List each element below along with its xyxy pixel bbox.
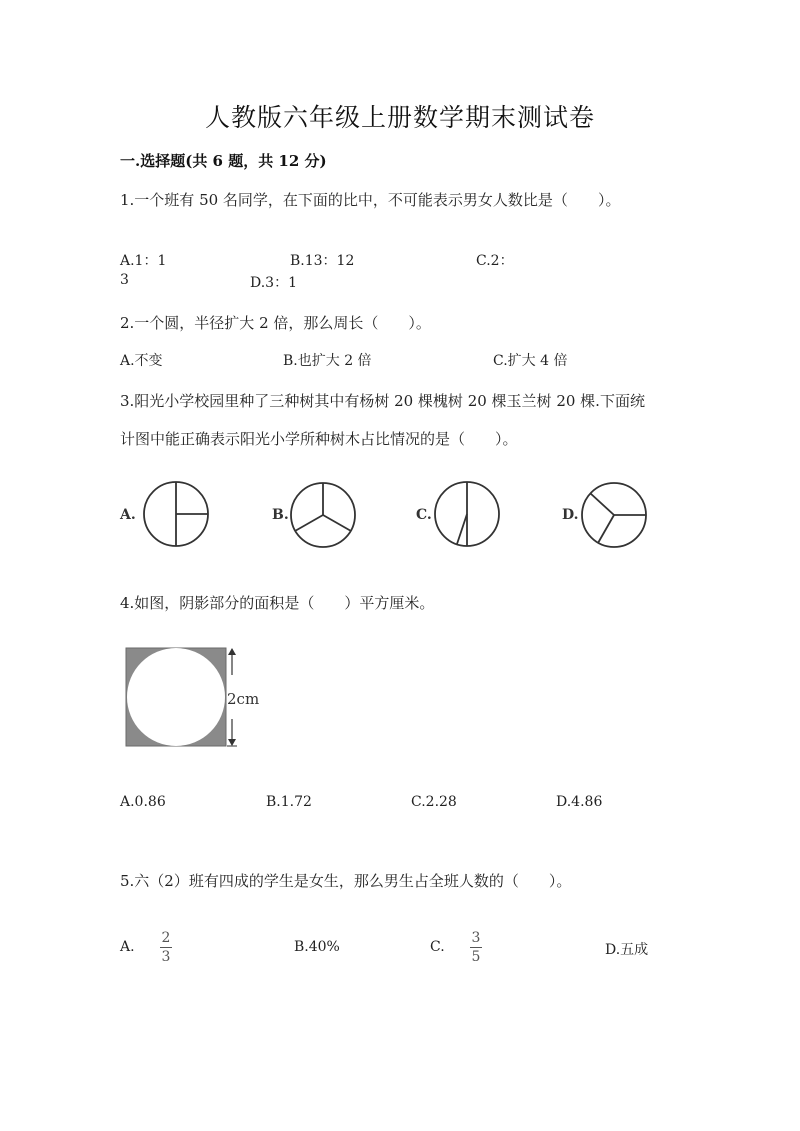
q2-option-b[interactable]: B.也扩大 2 倍: [283, 353, 372, 369]
q3-option-d-label[interactable]: D.: [562, 507, 579, 523]
q4-option-c[interactable]: C.2.28: [411, 794, 457, 810]
q3-option-a-pie[interactable]: [141, 478, 211, 550]
fraction-bar: [470, 947, 482, 948]
q2-option-c[interactable]: C.扩大 4 倍: [493, 353, 568, 369]
q3-stem-line1: 3.阳光小学校园里种了三种树其中有杨树 20 棵槐树 20 棵玉兰树 20 棵.下面统: [120, 392, 645, 410]
q4-option-a[interactable]: A.0.86: [120, 794, 166, 810]
q3-option-a-label[interactable]: A.: [120, 507, 136, 523]
fraction-numerator: 3: [471, 930, 481, 946]
q1-stem: 1.一个班有 50 名同学，在下面的比中，不可能表示男女人数比是（ ）。: [120, 191, 621, 209]
q1-option-c[interactable]: C.2：: [476, 253, 514, 269]
q2-option-a[interactable]: A.不变: [120, 353, 163, 369]
q4-stem: 4.如图，阴影部分的面积是（ ）平方厘米。: [120, 594, 435, 612]
fraction-numerator: 2: [161, 930, 171, 946]
q4-option-d[interactable]: D.4.86: [556, 794, 603, 810]
fraction-bar: [160, 947, 172, 948]
section-heading: 一.选择题(共 6 题，共 12 分): [120, 152, 327, 170]
q3-option-b-pie[interactable]: [289, 480, 357, 550]
q5-option-a-fraction: [160, 930, 172, 965]
q5-option-a[interactable]: A.: [120, 939, 135, 955]
q4-option-b[interactable]: B.1.72: [266, 794, 312, 810]
q1-option-d[interactable]: D.3：1: [250, 275, 297, 291]
fraction-denominator: 3: [161, 949, 171, 965]
page-title: 人教版六年级上册数学期末测试卷: [204, 103, 595, 132]
fraction-denominator: 5: [471, 949, 481, 965]
q5-option-c-fraction: [470, 930, 482, 965]
q5-stem: 5.六（2）班有四成的学生是女生，那么男生占全班人数的（ ）。: [120, 872, 572, 890]
q5-option-d[interactable]: D.五成: [605, 942, 649, 958]
q3-stem-line2: 计图中能正确表示阳光小学所种树木占比情况的是（ ）。: [120, 430, 518, 448]
q1-option-c-continued: 3: [120, 272, 129, 288]
q2-stem: 2.一个圆，半径扩大 2 倍，那么周长（ ）。: [120, 314, 431, 332]
q1-option-b[interactable]: B.13：12: [290, 253, 355, 269]
q4-figure-label: 2cm: [227, 690, 260, 708]
q3-option-d-pie[interactable]: [580, 480, 648, 550]
q3-option-b-label[interactable]: B.: [272, 507, 289, 523]
q1-option-a[interactable]: A.1：1: [120, 253, 167, 269]
q5-option-b[interactable]: B.40%: [294, 939, 340, 955]
q3-option-c-pie[interactable]: [433, 478, 501, 550]
q5-option-c[interactable]: C.: [430, 939, 445, 955]
q3-option-c-label[interactable]: C.: [416, 507, 432, 523]
